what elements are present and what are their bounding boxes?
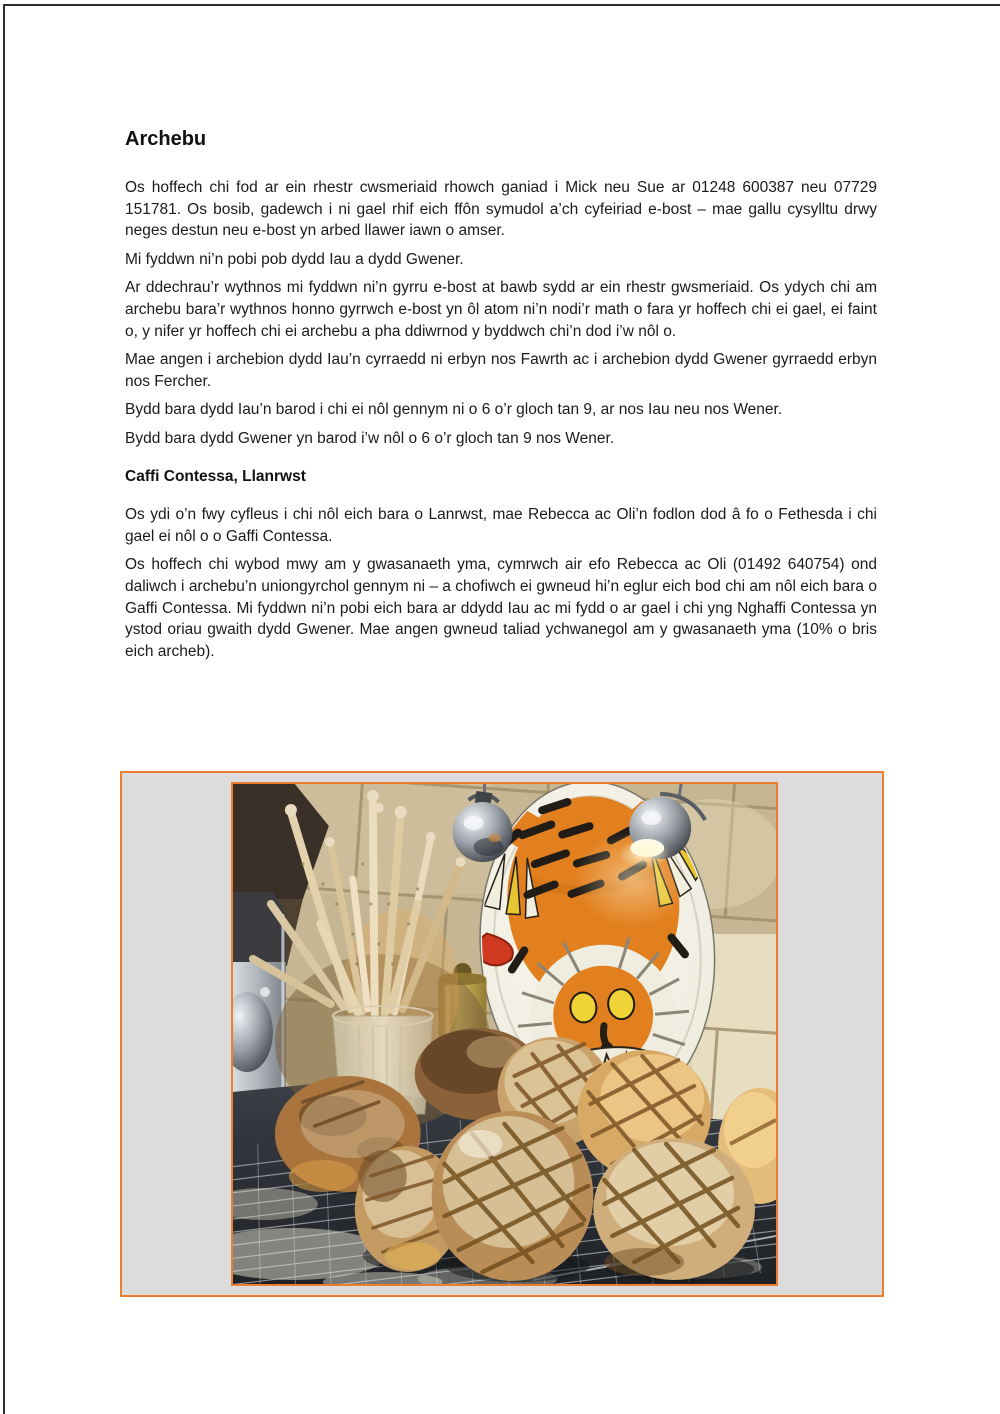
document-content	[125, 127, 877, 669]
paragraph-ordering-contact: Os hoffech chi fod ar ein rhestr cwsmeriaid rhowch ganiad i Mick neu Sue ar 01248 600387 neu 07729 151781. Os bosib, gadewch i ni gael rhif eich ffôn symudol a’ch cyfeiriad e-bost – mae gallu cysylltu drwy neges destun neu e-bost yn arbed llawer iawn o amser.	[125, 179, 877, 240]
bread-loaf	[432, 1111, 594, 1282]
paragraph-thursday-pickup: Bydd bara dydd Iau’n barod i chi ei nôl gennym ni o 6 o’r gloch tan 9, ar nos Iau neu nos Wener.	[125, 401, 783, 419]
page-title: Archebu	[125, 128, 207, 150]
paragraph-friday-pickup: Bydd bara dydd Gwener yn barod i’w nôl o 6 o’r gloch tan 9 nos Wener.	[125, 429, 615, 447]
paragraph-caffi-contessa-details: Os hoffech chi wybod mwy am y gwasanaeth yma, cymrwch air efo Rebecca ac Oli (01492 640754) ond daliwch i archebu’n uniongyrchol gennym ni – a chofiwch ei gwneud hi’n eglur eich bod chi am nôl eich bara o Gaffi Contessa. Mi fyddwn ni’n pobi eich bara ar ddydd Iau ac mi fydd o ar gael i chi yng Nghaffi Contessa yn ystod oriau gwaith dydd Gwener. Mae angen gwneud taliad ychwanegol am y gwasanaeth yma (10% o bris eich archeb).	[125, 556, 877, 660]
photo-frame	[120, 771, 884, 1297]
paragraph-order-deadlines: Mae angen i archebion dydd Iau’n cyrraedd ni erbyn nos Fawrth ac i archebion dydd Gwener gyrraedd erbyn nos Fercher.	[125, 351, 877, 390]
paragraph-llanrwst-pickup: Os ydi o’n fwy cyfleus i chi nôl eich bara o Lanrwst, mae Rebecca ac Oli’n fodlon dod â fo o Fethesda i chi gael ei nôl o o Gaffi Contessa.	[125, 506, 877, 545]
paragraph-baking-days: Mi fyddwn ni’n pobi pob dydd Iau a dydd Gwener.	[125, 250, 464, 268]
bread-photo-illustration	[233, 784, 776, 1284]
bread-loaf	[593, 1138, 755, 1283]
bread-photo	[231, 782, 778, 1286]
paragraph-weekly-email: Ar ddechrau’r wythnos mi fyddwn ni’n gyrru e-bost at bawb sydd ar ein rhestr gwsmeriaid. Os ydych chi am archebu bara’r wythnos honno gyrrwch e-bost yn ôl atom ni’n nodi’r math o fara yr hoffech chi ei gael, ei faint o, y nifer yr hoffech chi ei archebu a pha ddiwrnod y byddwch chi’n dod i’w nôl o.	[125, 279, 877, 340]
stand-mixer	[233, 892, 286, 1114]
section-subheading: Caffi Contessa, Llanrwst	[125, 467, 306, 485]
